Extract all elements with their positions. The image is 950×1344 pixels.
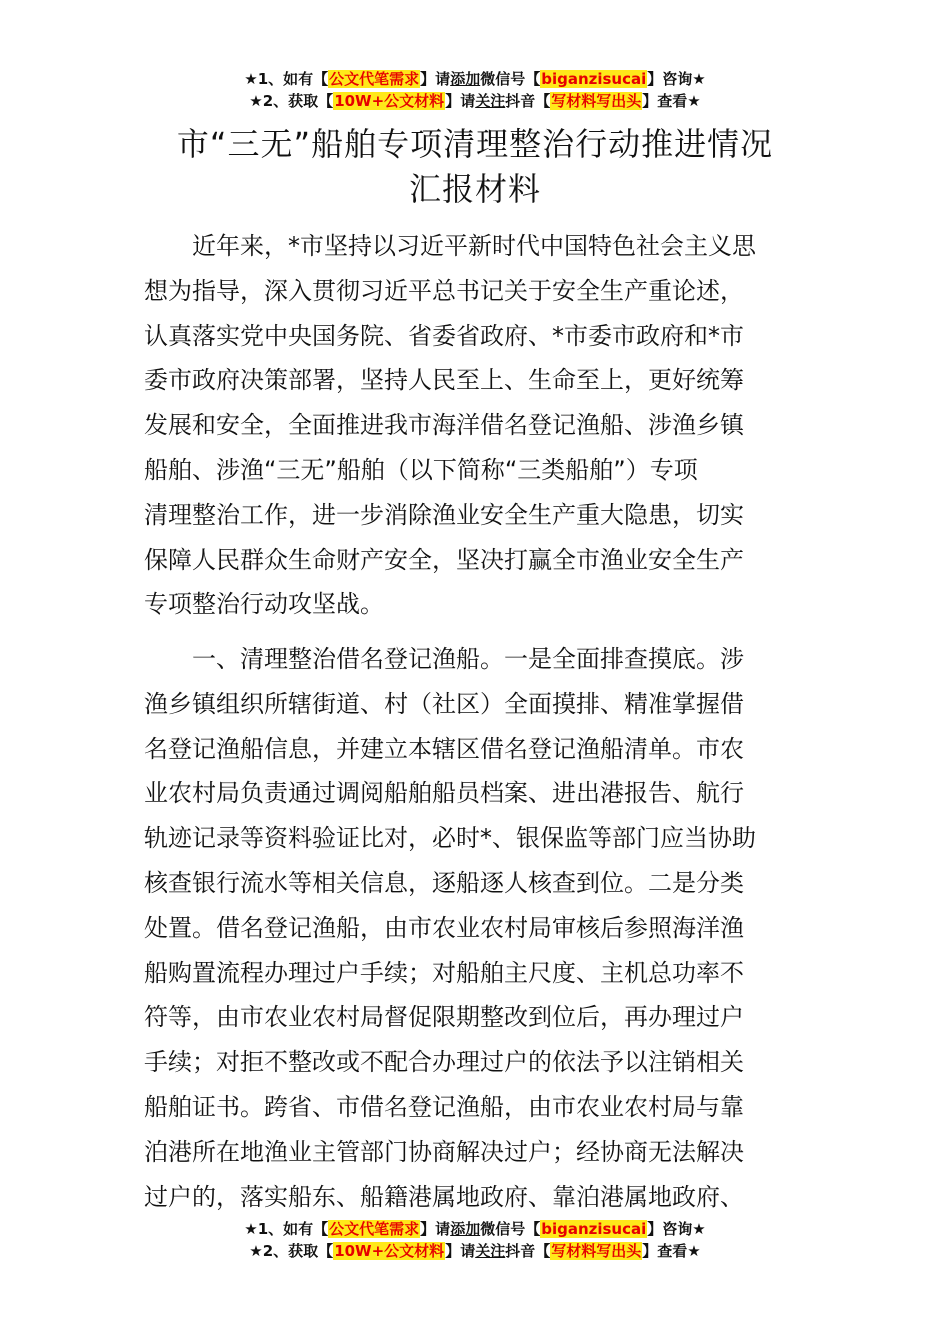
banner-text: ★2、获取【 [249,1242,334,1260]
banner-text: 】咨询★ [647,1220,706,1238]
banner-text: ★1、如有【 [244,1220,329,1238]
banner-text: 抖音【 [505,92,551,110]
banner-text: ★1、如有【 [244,70,329,88]
paragraph-section-1 [144,637,808,1219]
paragraph-line: 船购置流程办理过户手续；对船舶主尺度、主机总功率不 [144,958,744,987]
banner-highlight: 公文代笔需求 [329,1220,420,1238]
banner-highlight: 写材料写出头 [551,92,642,110]
banner-text: 】请 [420,70,451,88]
paragraph-line: 认真落实党中央国务院、省委省政府、*市委市政府和*市 [144,321,744,350]
paragraph-line: 业农村局负责通过调阅船舶船员档案、进出港报告、航行 [144,779,744,808]
banner-line-2 [0,90,950,112]
banner-highlight: 公文代笔需求 [329,70,420,88]
banner-highlight: 写材料写出头 [551,1242,642,1260]
paragraph-line: 保障人民群众生命财产安全，坚决打赢全市渔业安全生产 [144,545,744,574]
banner-text: 抖音【 [505,1242,551,1260]
banner-text: ★2、获取【 [249,92,334,110]
banner-highlight: biganzisucai [541,70,647,88]
paragraph-line: 船舶证书。跨省、市借名登记渔船，由市农业农村局与靠 [144,1092,744,1121]
paragraph-line: 轨迹记录等资料验证比对，必时*、银保监等部门应当协助 [144,824,756,853]
header-banner [0,68,950,112]
banner-text: 】请 [445,92,476,110]
banner-highlight: 10W+公文材料 [334,92,445,110]
paragraph-line: 船舶、涉渔“三无”船舶（以下简称“三类船舶”）专项 [144,455,698,484]
banner-text: 】咨询★ [647,70,706,88]
paragraph-line: 核查银行流水等相关信息，逐船逐人核查到位。二是分类 [144,868,744,897]
banner-line-2 [0,1240,950,1262]
banner-underlined-text: 添加 [450,1220,481,1238]
banner-highlight: 10W+公文材料 [334,1242,445,1260]
paragraph-line: 发展和安全，全面推进我市海洋借名登记渔船、涉渔乡镇 [144,411,744,440]
footer-banner [0,1218,950,1262]
paragraph-line: 名登记渔船信息，并建立本辖区借名登记渔船清单。市农 [144,734,744,763]
banner-underlined-text: 关注 [475,92,506,110]
banner-text: 】查看★ [642,92,701,110]
banner-text: 微信号【 [480,70,541,88]
document-title-line-1: 市“三无”船舶专项清理整治行动推进情况 [176,125,774,163]
paragraph-line: 委市政府决策部署，坚持人民至上、生命至上，更好统筹 [144,366,744,395]
banner-underlined-text: 添加 [450,70,481,88]
banner-underlined-text: 关注 [475,1242,506,1260]
banner-text: 】请 [420,1220,451,1238]
paragraph-intro [144,224,808,627]
paragraph-line: 专项整治行动攻坚战。 [144,590,384,619]
banner-line-1 [0,1218,950,1240]
banner-line-1 [0,68,950,90]
paragraph-line: 一、清理整治借名登记渔船。一是全面排查摸底。涉 [144,645,744,673]
paragraph-line: 符等，由市农业农村局督促限期整改到位后，再办理过户 [144,1003,744,1032]
paragraph-line: 想为指导，深入贯彻习近平总书记关于安全生产重论述， [144,276,744,305]
paragraph-line: 过户的，落实船东、船籍港属地政府、靠泊港属地政府、 [144,1182,744,1211]
paragraph-line: 泊港所在地渔业主管部门协商解决过户；经协商无法解决 [144,1137,744,1166]
paragraph-line: 处置。借名登记渔船，由市农业农村局审核后参照海洋渔 [144,913,744,942]
paragraph-line: 手续；对拒不整改或不配合办理过户的依法予以注销相关 [144,1048,744,1077]
paragraph-line: 近年来，*市坚持以习近平新时代中国特色社会主义思 [144,232,756,260]
banner-text: 微信号【 [480,1220,541,1238]
paragraph-line: 渔乡镇组织所辖街道、村（社区）全面摸排、精准掌握借 [144,689,744,718]
banner-highlight: biganzisucai [541,1220,647,1238]
paragraph-line: 清理整治工作，进一步消除渔业安全生产重大隐患，切实 [144,500,744,529]
banner-text: 】查看★ [642,1242,701,1260]
document-title-line-2: 汇报材料 [408,170,541,208]
banner-text: 】请 [445,1242,476,1260]
